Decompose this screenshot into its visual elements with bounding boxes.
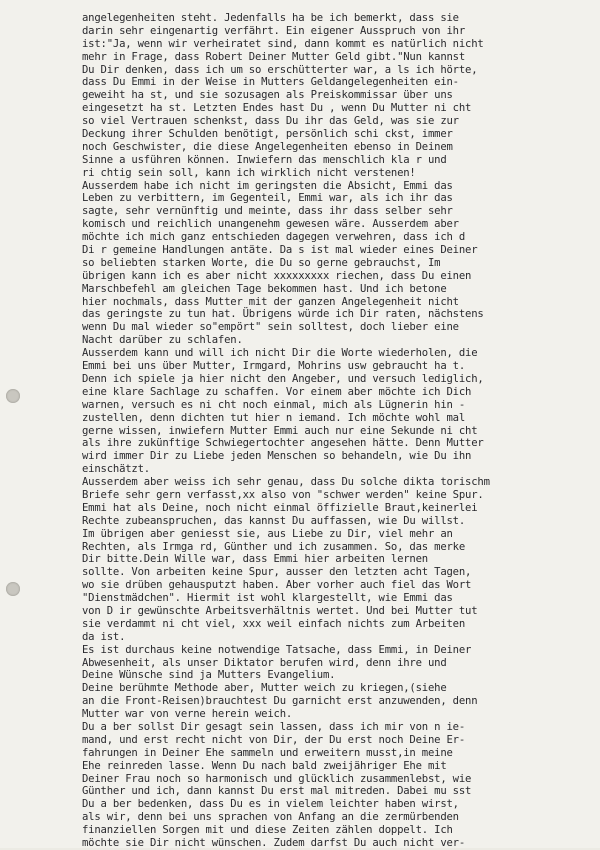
text-line: einschätzt. <box>82 463 150 476</box>
text-line: übrigen kann ich es aber nicht xxxxxxxxx riechen, dass Du einen <box>82 269 472 282</box>
text-line: finanziellen Sorgen mit und diese Zeiten zählen doppelt. Ich <box>82 824 453 837</box>
text-line: Di r gemeine Handlungen antäte. Da s ist mal wieder eines Deiner <box>82 244 478 257</box>
text-line: Ausserdem aber weiss ich sehr genau, dass Du solche dikta torischm <box>82 476 490 489</box>
text-line: Deckung ihrer Schulden benötigt, persönlich schi ckst, immer <box>82 128 453 141</box>
text-line: Deiner Frau noch so harmonisch und glücklich zusammenlebst, wie <box>82 772 472 785</box>
text-line: als ihre zukünftige Schwiegertochter angesehen hätte. Denn Mutter <box>82 437 484 450</box>
text-line: noch Geschwister, die diese Angelegenheiten ebenso in Deinem <box>82 140 453 153</box>
text-line: "Dienstmädchen". Hiermit ist wohl klargestellt, wie Emmi das <box>82 592 453 605</box>
text-line: zustellen, denn dichten tut hier n iemand. Ich möchte wohl mal <box>82 411 466 424</box>
text-line: so viel Vertrauen schenkst, dass Du ihr das Geld, was sie zur <box>82 115 459 128</box>
text-line: Nacht darüber zu schlafen. <box>82 334 243 347</box>
text-line: so beliebten starken Worte, die Du so gerne gebrauchst, Im <box>82 256 441 269</box>
text-line: sollte. Von arbeiten keine Spur, ausser den letzten acht Tagen, <box>82 566 472 579</box>
text-line: eingesetzt ha st. Letzten Endes hast Du , wenn Du Mutter ni cht <box>82 102 472 115</box>
text-line: Du Dir denken, dass ich um so erschütterter war, a ls ich hörte, <box>82 63 478 76</box>
punch-hole <box>6 389 20 403</box>
text-line: sagte, sehr vernünftig und meinte, dass ihr dass selber sehr <box>82 205 453 218</box>
text-line: mand, und erst recht nicht von Dir, der Du erst noch Deine Er- <box>82 733 466 746</box>
text-line: Du a ber sollst Dir gesagt sein lassen, dass ich mir von n ie- <box>82 720 466 733</box>
text-line: komisch und reichlich unangenehm gewesen wäre. Ausserdem aber <box>82 218 459 231</box>
text-line: möchte ich mich ganz entschieden dagegen verwehren, dass ich d <box>82 231 466 244</box>
text-line: an die Front-Reisen)brauchtest Du garnicht erst anzuwenden, denn <box>82 695 478 708</box>
text-line: hier nochmals, dass Mutter mit der ganzen Angelegenheit nicht <box>82 295 459 308</box>
text-line: Deine berühmte Methode aber, Mutter weich zu kriegen,(siehe <box>82 682 447 695</box>
text-line: von D ir gewünschte Arbeitsverhältnis wertet. Und bei Mutter tut <box>82 604 478 617</box>
text-line: Rechten, als Irmga rd, Günther und ich zusammen. So, das merke <box>82 540 466 553</box>
text-line: Deine Wünsche sind ja Mutters Evangelium. <box>82 669 336 682</box>
text-line: ri chtig sein soll, kann ich wirklich nicht verstenen! <box>82 166 416 179</box>
text-line: Günther und ich, dann kannst Du erst mal mitreden. Dabei mu sst <box>82 785 472 798</box>
text-line: Briefe sehr gern verfasst,xx also von "schwer werden" keine Spur. <box>82 488 484 501</box>
text-line: Rechte zubeanspruchen, das kannst Du auffassen, wie Du willst. <box>82 514 466 527</box>
text-line: fahrungen in Deiner Ehe sammeln und erweitern musst,in meine <box>82 746 453 759</box>
text-line: Sinne a usführen können. Inwiefern das menschlich kla r und <box>82 153 447 166</box>
text-line: ist:"Ja, wenn wir verheiratet sind, dann kommt es natürlich nicht <box>82 37 484 50</box>
text-line: darin sehr eingenartig verfährt. Ein eigener Ausspruch von ihr <box>82 24 466 37</box>
text-line: Marschbefehl am gleichen Tage bekommen hast. Und ich betone <box>82 282 447 295</box>
punch-hole <box>6 582 20 596</box>
text-line: als wir, denn bei uns sprachen von Anfang an die zermürbenden <box>82 811 459 824</box>
text-line: Mutter war von verne herein weich. <box>82 708 293 721</box>
text-line: Im übrigen aber geniesst sie, aus Liebe zu Dir, viel mehr an <box>82 527 453 540</box>
letter-body <box>82 12 586 850</box>
text-line: Emmi hat als Deine, noch nicht einmal öffizielle Braut,keinerlei <box>82 501 478 514</box>
text-line: Leben zu verbittern, im Gegenteil, Emmi war, als ich ihr das <box>82 192 453 205</box>
text-line: Dir bitte.Dein Wille war, dass Emmi hier arbeiten lernen <box>82 553 428 566</box>
text-line: gerne wissen, inwiefern Mutter Emmi auch nur eine Sekunde ni cht <box>82 424 478 437</box>
text-line: angelegenheiten steht. Jedenfalls ha be ich bemerkt, dass sie <box>82 12 459 24</box>
text-line: geweiht ha st, und sie sozusagen als Preiskommissar über uns <box>82 89 453 102</box>
text-line: Ehe reinreden lasse. Wenn Du nach bald zweijähriger Ehe mit <box>82 759 447 772</box>
text-line: wenn Du mal wieder so"empört" sein solltest, doch lieber eine <box>82 321 459 334</box>
text-line: das geringste zu tun hat. Übrigens würde ich Dir raten, nächstens <box>82 308 484 321</box>
text-line: wo sie drüben gehausputzt haben. Aber vorher auch fiel das Wort <box>82 579 472 592</box>
text-line: wird immer Dir zu Liebe jeden Menschen so behandeln, wie Du ihn <box>82 450 472 463</box>
text-line: Ausserdem kann und will ich nicht Dir die Worte wiederholen, die <box>82 347 478 360</box>
text-line: Denn ich spiele ja hier nicht den Angeber, und versuch lediglich, <box>82 372 484 385</box>
text-line: Du a ber bedenken, dass Du es in vielem leichter haben wirst, <box>82 798 459 811</box>
text-line: eine klare Sachlage zu schaffen. Vor einem aber möchte ich Dich <box>82 385 472 398</box>
text-line: mehr in Frage, dass Robert Deiner Mutter Geld gibt."Nun kannst <box>82 50 466 63</box>
text-line: dass Du Emmi in der Weise in Mutters Geldangelegenheiten ein- <box>82 76 459 89</box>
text-line: Emmi bei uns über Mutter, Irmgard, Mohrins usw gebraucht ha t. <box>82 360 466 373</box>
text-line: Abwesenheit, als unser Diktator berufen wird, denn ihre und <box>82 656 447 669</box>
text-line: Es ist durchaus keine notwendige Tatsache, dass Emmi, in Deiner <box>82 643 472 656</box>
text-line: warnen, versuch es ni cht noch einmal, mich als Lügnerin hin - <box>82 398 466 411</box>
text-line: Ausserdem habe ich nicht im geringsten die Absicht, Emmi das <box>82 179 453 192</box>
text-line: da ist. <box>82 630 126 643</box>
text-line: sie verdammt ni cht viel, xxx weil einfach nichts zum Arbeiten <box>82 617 466 630</box>
text-line: möchte sie Dir nicht wünschen. Zudem darfst Du auch nicht ver- <box>82 837 466 849</box>
